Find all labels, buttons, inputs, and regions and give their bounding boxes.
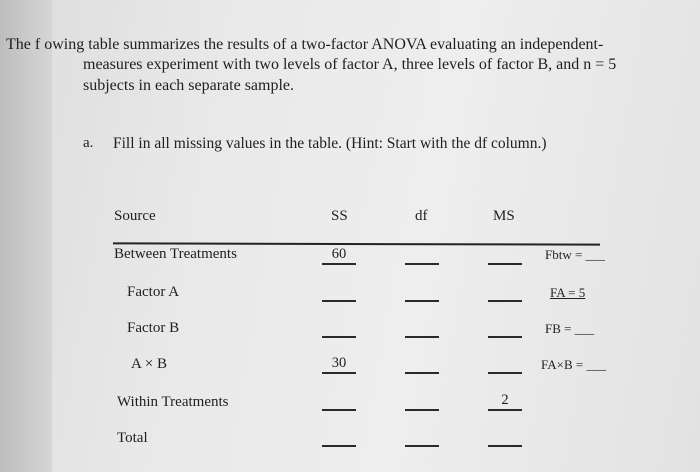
blank-df-total [405,445,439,447]
blank-ss-factor-a [322,300,356,302]
f-between: Fbtw = ___ [545,247,606,262]
header-ss: SS [331,208,348,224]
page-edge [0,0,52,472]
blank-ms-factor-b [488,336,522,338]
blank-ms-interaction [488,372,522,374]
header-df: df [415,208,428,224]
blank-ms-factor-a [488,300,522,302]
blank-ss-interaction [322,372,356,374]
row-label-within: Within Treatments [117,394,229,410]
intro-line-1: The f owing table summarizes the results of a two-factor ANOVA evaluating an independent- [6,36,604,53]
cell-ss-between: 60 [331,246,347,262]
header-ms: MS [493,208,515,224]
row-label-factor-b: Factor B [127,320,180,336]
blank-ms-within [488,409,522,411]
blank-df-within [405,409,439,411]
intro-line-3: subjects in each separate sample. [83,77,295,94]
row-label-factor-a: Factor A [127,284,180,300]
row-label-interaction: A × B [131,356,167,372]
row-label-between: Between Treatments [114,246,237,262]
blank-df-factor-b [405,336,439,338]
blank-ss-between [322,263,356,265]
blank-ms-total [488,445,522,447]
cell-ms-within: 2 [501,392,509,408]
blank-df-factor-a [405,300,439,302]
f-interaction: FA×B = ___ [541,357,606,372]
blank-df-interaction [405,372,439,374]
f-factor-a: FA = 5 [550,285,586,300]
cell-ss-interaction: 30 [331,355,347,371]
header-source: Source [114,208,156,224]
blank-ss-factor-b [322,336,356,338]
part-a-instruction: Fill in all missing values in the table. (Hint: Start with the df column.) [113,135,547,152]
blank-df-between [405,263,439,265]
part-a-label: a. [83,135,94,151]
f-factor-b: FB = ___ [545,321,595,336]
blank-ss-within [322,409,356,411]
blank-ms-between [488,263,522,265]
row-label-total: Total [117,430,148,446]
intro-line-2: measures experiment with two levels of factor A, three levels of factor B, and n = 5 [83,56,617,73]
blank-ss-total [322,445,356,447]
